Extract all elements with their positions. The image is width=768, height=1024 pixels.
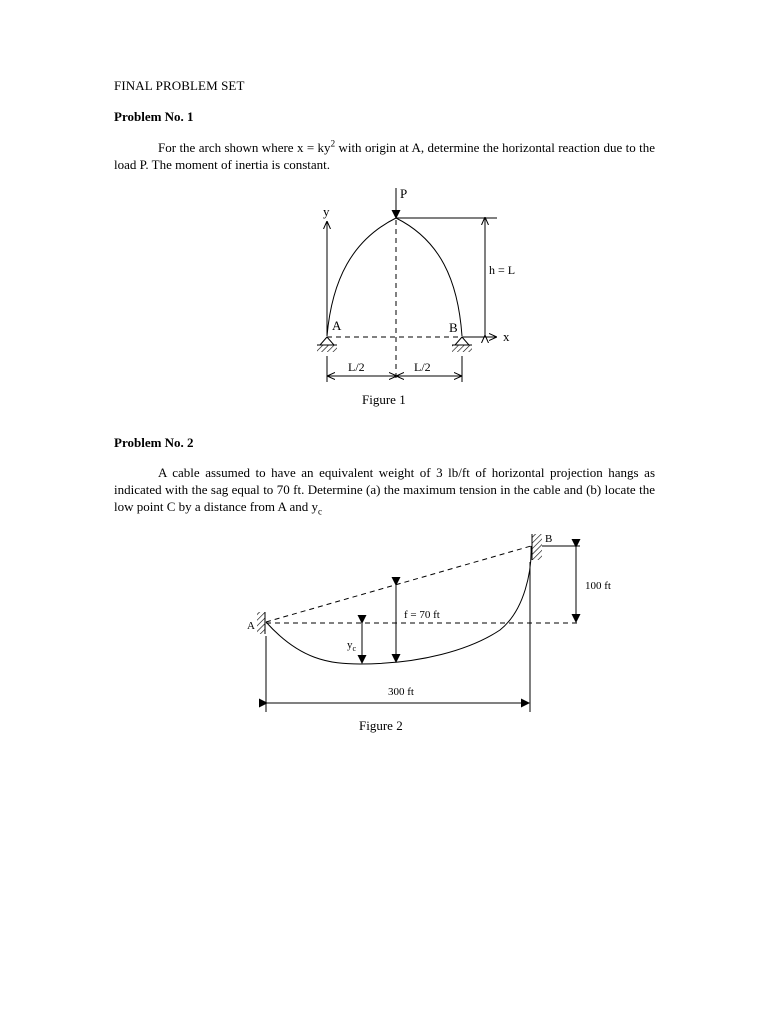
cable-curve [266, 546, 531, 664]
support-a-label: A [332, 318, 342, 333]
yc-label [347, 639, 357, 653]
wall-support-a [257, 612, 265, 634]
height-label: h = L [489, 263, 516, 277]
problem-1-heading: Problem No. 1 [114, 109, 194, 124]
support-b-label: B [449, 320, 458, 335]
sag-label: f = 70 ft [404, 609, 440, 621]
span-label: 300 ft [388, 686, 414, 698]
problem-1-text-a: For the arch shown where x = ky [158, 140, 331, 155]
load-p-label: P [400, 186, 408, 201]
figure-1-caption: Figure 1 [362, 392, 406, 407]
problem-2-subscript: c [318, 506, 323, 517]
height-diff-label: 100 ft [585, 580, 611, 592]
problem-2-heading: Problem No. 2 [114, 435, 194, 450]
y-axis-label: y [323, 204, 330, 219]
support-b-label-2: B [545, 533, 553, 545]
yc-label-sub: c [352, 644, 357, 653]
yc-label-main: y [347, 639, 353, 651]
left-span-label: L/2 [348, 360, 365, 374]
chord-ab-dashed [266, 546, 531, 622]
x-axis-label: x [503, 329, 510, 344]
problem-2-text-a: A cable assumed to have an equivalent weight of 3 lb/ft of horizontal projection hangs as indicated with the sag equal to 70 ft. Determine (a) the maximum tension in the cable and (b) locate the low point C by a distance from A and y [114, 465, 655, 514]
problem-1-text-b: with origin at A, determine the horizontal reaction due to the load P. The moment of inertia is constant. [114, 140, 655, 172]
wall-support-b [532, 534, 542, 560]
document-title: FINAL PROBLEM SET [114, 78, 245, 93]
problem-1-superscript: 2 [330, 138, 336, 149]
figure-2-caption: Figure 2 [359, 718, 403, 733]
right-span-label: L/2 [414, 360, 431, 374]
support-a-label-2: A [247, 620, 255, 632]
